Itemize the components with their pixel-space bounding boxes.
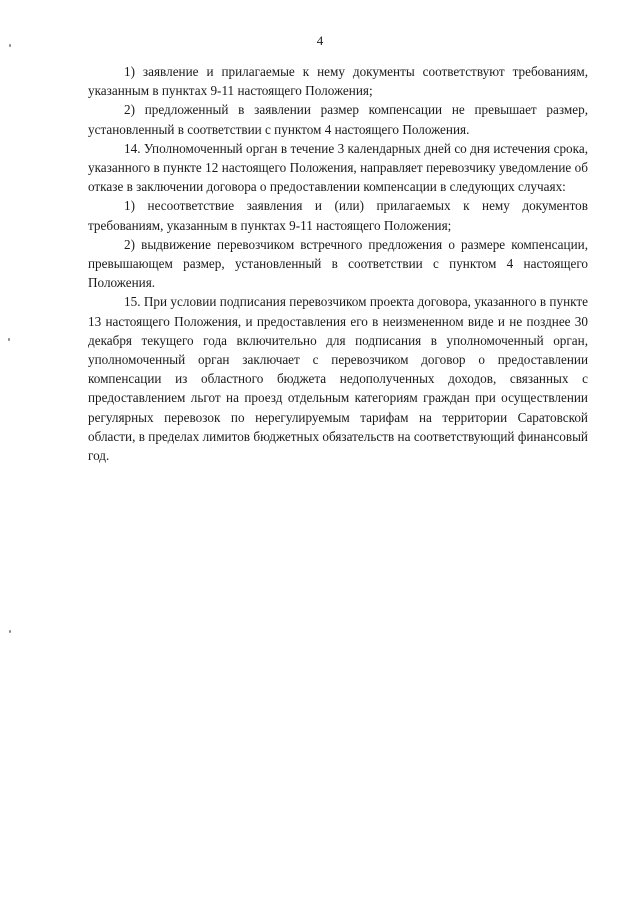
- scan-speck: [9, 630, 11, 633]
- paragraph-clause-15: 15. При условии подписания перевозчиком проекта договора, указанного в пункте 13 настоящего Положения, и предоставления его в неизмененном виде и не позднее 30 декабря текущего года включительно для подписания в уполномоченный орган, уполномоченный орган заключает с перевозчиком договор о предоставлении компенсации из областного бюджета недополученных доходов, связанных с предоставлением льгот на проезд отдельным категориям граждан при осуществлении регулярных перевозок по нерегулируемым тарифам на территории Саратовской области, в пределах лимитов бюджетных обязательств на соответствующий финансовый год.: [88, 294, 588, 464]
- paragraph-item-1: 1) заявление и прилагаемые к нему документы соответствуют требованиям, указанным в пунктах 9-11 настоящего Положения;: [88, 64, 588, 99]
- paragraph-clause-14-item-1: 1) несоответствие заявления и (или) прилагаемых к нему документов требованиям, указанным в пунктах 9-11 настоящего Положения;: [88, 198, 588, 233]
- scan-speck: [9, 44, 11, 47]
- page-number: 4: [316, 33, 324, 48]
- paragraph-clause-14: 14. Уполномоченный орган в течение 3 календарных дней со дня истечения срока, указанного в пункте 12 настоящего Положения, направляет перевозчику уведомление об отказе в заключении договора о предоставлении компенсации в следующих случаях:: [88, 140, 588, 195]
- scan-speck: [8, 338, 10, 341]
- paragraph-item-2: 2) предложенный в заявлении размер компенсации не превышает размер, установленный в соответствии с пунктом 4 настоящего Положения.: [88, 102, 588, 137]
- paragraph-clause-14-item-2: 2) выдвижение перевозчиком встречного предложения о размере компенсации, превышающем размер, установленный в соответствии с пунктом 4 настоящего Положения.: [88, 236, 588, 291]
- document-body: [88, 62, 588, 465]
